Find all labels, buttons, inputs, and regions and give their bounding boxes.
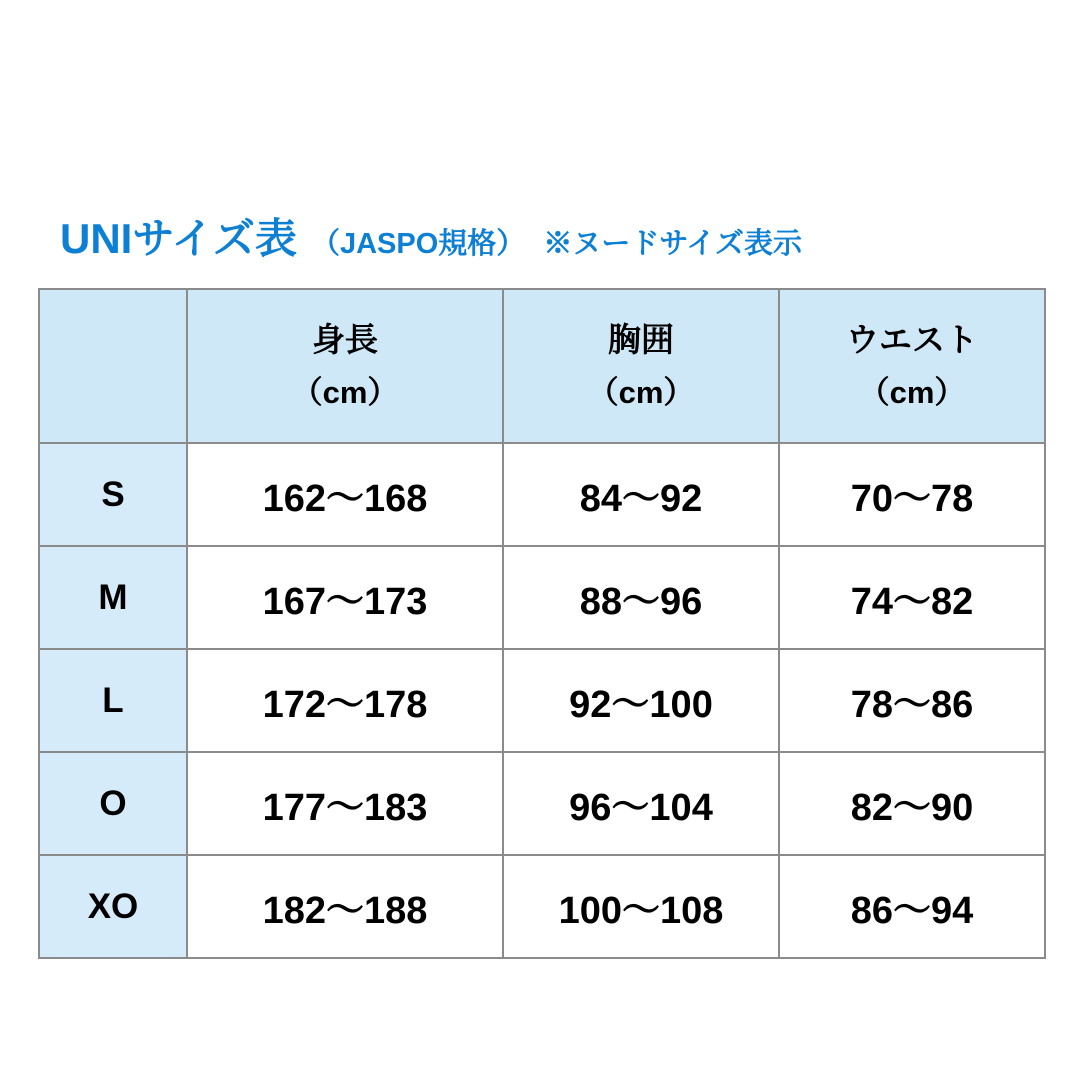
column-header-waist-name: ウエスト (846, 320, 978, 358)
cell-xo-height: 182〜188 (187, 855, 503, 958)
column-header-chest-unit: （cm） (587, 375, 695, 411)
column-header-chest (503, 289, 779, 443)
cell-m-height: 167〜173 (187, 546, 503, 649)
row-label-xo: XO (39, 855, 187, 958)
table-row (39, 443, 1045, 546)
page-title-note: ※ヌードサイズ表示 (543, 228, 802, 260)
table-header (39, 289, 1045, 443)
cell-l-chest: 92〜100 (503, 649, 779, 752)
row-label-m: M (39, 546, 187, 649)
cell-l-height: 172〜178 (187, 649, 503, 752)
page-title-standard: （JASPO規格） (310, 228, 526, 260)
cell-o-chest: 96〜104 (503, 752, 779, 855)
table-body (39, 443, 1045, 958)
row-label-o: O (39, 752, 187, 855)
column-header-height-name: 身長 (312, 320, 378, 358)
size-table (38, 288, 1046, 959)
cell-m-chest: 88〜96 (503, 546, 779, 649)
table-row (39, 649, 1045, 752)
column-header-waist (779, 289, 1045, 443)
cell-m-waist: 74〜82 (779, 546, 1045, 649)
table-row (39, 855, 1045, 958)
cell-o-waist: 82〜90 (779, 752, 1045, 855)
cell-xo-waist: 86〜94 (779, 855, 1045, 958)
cell-s-waist: 70〜78 (779, 443, 1045, 546)
column-header-chest-name: 胸囲 (608, 320, 674, 358)
page-title (60, 206, 802, 266)
column-header-height-unit: （cm） (291, 375, 399, 411)
cell-l-waist: 78〜86 (779, 649, 1045, 752)
column-header-height (187, 289, 503, 443)
cell-xo-chest: 100〜108 (503, 855, 779, 958)
table-corner-cell (39, 289, 187, 443)
table-row (39, 546, 1045, 649)
row-label-l: L (39, 649, 187, 752)
column-header-waist-unit: （cm） (858, 375, 966, 411)
page-title-main: UNIサイズ表 (60, 215, 297, 262)
table-row (39, 752, 1045, 855)
row-label-s: S (39, 443, 187, 546)
cell-o-height: 177〜183 (187, 752, 503, 855)
cell-s-chest: 84〜92 (503, 443, 779, 546)
cell-s-height: 162〜168 (187, 443, 503, 546)
table-header-row (39, 289, 1045, 443)
